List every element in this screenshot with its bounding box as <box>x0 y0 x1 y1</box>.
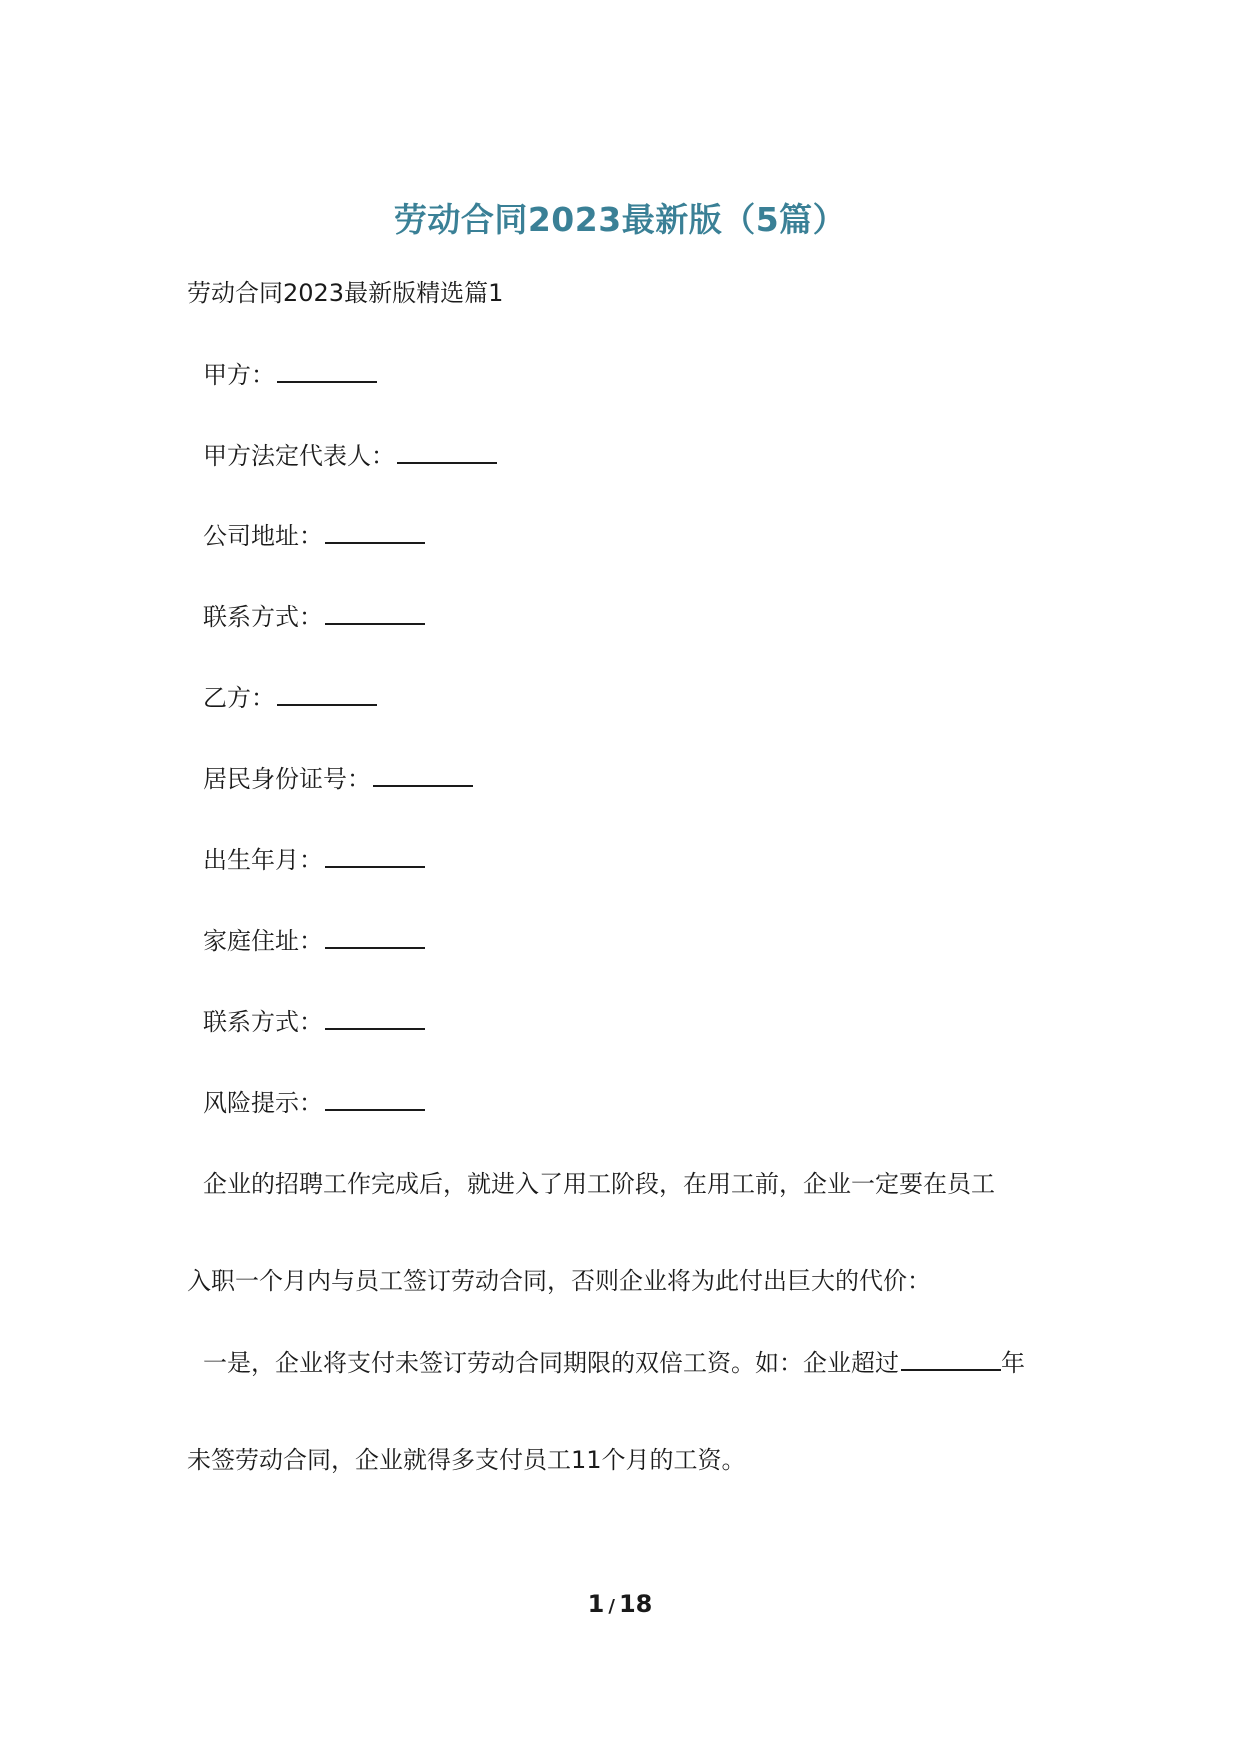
blank-line <box>325 923 425 949</box>
form-field-risk-notice <box>203 1083 425 1118</box>
form-field-party-a <box>203 355 377 390</box>
paragraph-line: 未签劳动合同，企业就得多支付员工11个月的工资。 <box>187 1446 746 1474</box>
form-field-birth-date <box>203 840 425 875</box>
form-field-contact-b <box>203 1002 425 1037</box>
blank-line <box>325 599 425 625</box>
blank-line <box>397 438 497 464</box>
field-label: 风险提示： <box>203 1089 323 1117</box>
total-pages: 18 <box>618 1590 653 1618</box>
blank-line <box>373 761 473 787</box>
paragraph-text: 一是，企业将支付未签订劳动合同期限的双倍工资。如：企业超过 <box>203 1349 899 1377</box>
field-label: 乙方： <box>203 684 275 712</box>
field-label: 甲方法定代表人： <box>203 442 395 470</box>
current-page: 1 <box>587 1590 605 1618</box>
page-separator: / <box>608 1596 615 1617</box>
blank-line <box>277 680 377 706</box>
blank-line <box>325 518 425 544</box>
form-field-company-address <box>203 516 425 551</box>
field-label: 联系方式： <box>203 603 323 631</box>
page-number <box>0 1590 1240 1618</box>
form-field-contact-a <box>203 597 425 632</box>
blank-line <box>325 842 425 868</box>
form-field-legal-representative <box>203 436 497 471</box>
blank-line <box>325 1085 425 1111</box>
paragraph-line: 入职一个月内与员工签订劳动合同，否则企业将为此付出巨大的代价： <box>187 1267 931 1295</box>
paragraph-line: 企业的招聘工作完成后，就进入了用工阶段，在用工前，企业一定要在员工 <box>203 1170 995 1198</box>
blank-line <box>325 1004 425 1030</box>
section-heading: 劳动合同2023最新版精选篇1 <box>187 279 504 307</box>
blank-line <box>901 1345 1001 1371</box>
paragraph-text: 年 <box>1001 1349 1025 1377</box>
field-label: 甲方： <box>203 361 275 389</box>
field-label: 联系方式： <box>203 1008 323 1036</box>
field-label: 家庭住址： <box>203 927 323 955</box>
field-label: 居民身份证号： <box>203 765 371 793</box>
paragraph-line <box>203 1343 1025 1378</box>
form-field-id-number <box>203 759 473 794</box>
field-label: 公司地址： <box>203 522 323 550</box>
form-field-home-address <box>203 921 425 956</box>
field-label: 出生年月： <box>203 846 323 874</box>
blank-line <box>277 357 377 383</box>
form-field-party-b <box>203 678 377 713</box>
document-title: 劳动合同2023最新版（5篇） <box>393 200 847 239</box>
